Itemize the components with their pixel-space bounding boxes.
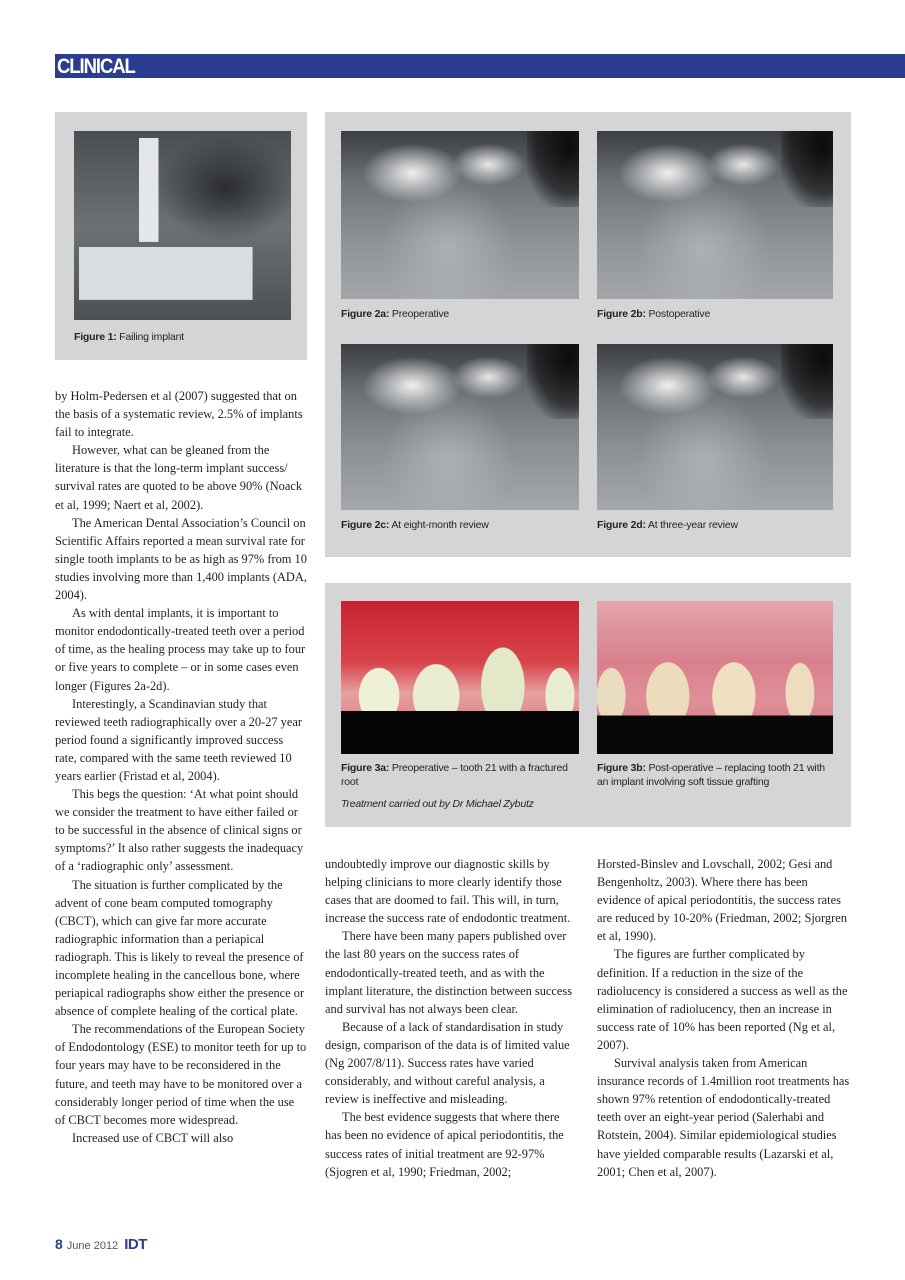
- figure-2b-label: Figure 2b:: [597, 308, 646, 320]
- paragraph: Because of a lack of standardisation in study design, comparison of the data is of limited value (Ng 2007/8/11). Success rates have varied considerably, and without careful analysis, a review is ineffective and misleading.: [325, 1019, 570, 1107]
- figure-2a-image: [341, 131, 579, 299]
- photo-credit: Treatment carried out by Dr Michael Zybutz: [341, 798, 534, 810]
- section-title: CLINICAL: [57, 55, 135, 78]
- paragraph: undoubtedly improve our diagnostic skills by helping clinicians to more clearly identify those cases that are doomed to fail. This will, in turn, increase the success rate of endodontic treatment.: [325, 857, 571, 926]
- figure-3a-label: Figure 3a:: [341, 762, 390, 774]
- figure-2b-caption: [597, 307, 837, 321]
- figure-2c-image: [341, 344, 579, 510]
- paragraph: The recommendations of the European Society of Endodontology (ESE) to monitor teeth for up to four years may have to be reconsidered in the future, and teeth may have to be monitored over a considerably longer period of time when the use of CBCT becomes more widespread.: [55, 1022, 307, 1127]
- figure-3a-text: Preoperative – tooth 21 with a fractured root: [341, 762, 568, 788]
- figure-2d-caption: [597, 518, 837, 532]
- figure-3b-image: [597, 601, 833, 754]
- figure-2a-text: Preoperative: [389, 308, 450, 320]
- figure-2b-text: Postoperative: [645, 308, 711, 320]
- figure-3b-text: Post-operative – replacing tooth 21 with an implant involving soft tissue grafting: [597, 762, 825, 788]
- issue-date: June 2012: [66, 1240, 119, 1252]
- figure-1-text: Failing implant: [116, 331, 184, 343]
- figure-2b-image: [597, 131, 833, 299]
- figure-2c-label: Figure 2c:: [341, 519, 390, 531]
- paragraph: Survival analysis taken from American insurance records of 1.4million root treatments has shown 97% retention of endodontically-treated teeth over an eight-year period (Salerhabi and Rotstein, 2004). Similar epidemiological studies have yielded comparable results (Lazarski et al, 2001; Chen et al, 2007).: [597, 1056, 850, 1179]
- paragraph: As with dental implants, it is important to monitor endodontically-treated teeth over a period of time, as the healing process may take up to four or five years to complete – or in some cases even longer (Figures 2a-2d).: [55, 606, 306, 693]
- text-column-middle: [325, 855, 577, 1181]
- figure-2d-label: Figure 2d:: [597, 519, 646, 531]
- figure-1-panel: [55, 112, 307, 360]
- paragraph: The figures are further complicated by definition. If a reduction in the size of the radiolucency is considered a success as well as the elimination of radiolucency, then an increase in success rate of 10% has been reported (Ng et al, 2007).: [597, 947, 848, 1052]
- paragraph: There have been many papers published over the last 80 years on the success rates of endodontically-treated teeth, and as with the implant literature, the distinction between success and survival has not always been clear.: [325, 929, 573, 1016]
- text-column-left: [55, 387, 307, 1147]
- figure-1-image: [74, 131, 291, 320]
- figure-2a-label: Figure 2a:: [341, 308, 390, 320]
- figure-3a-caption: [341, 761, 581, 789]
- paragraph: However, what can be gleaned from the literature is that the long-term implant success/ survival rates are quoted to be above 90% (Noack et al, 1999; Naert et al, 2002).: [55, 443, 303, 512]
- paragraph: by Holm-Pedersen et al (2007) suggested that on the basis of a systematic review, 2.5% of implants fail to integrate.: [55, 389, 303, 440]
- paragraph: This begs the question: ‘At what point should we consider the treatment to have either failed or to be successful in the absence of clinical signs or symptoms?’ It also rather suggests the inadequacy of a ‘radiographic only’ assessment.: [55, 787, 304, 874]
- paragraph: The best evidence suggests that where there has been no evidence of apical periodontitis, the success rates of initial treatment are 92-97% (Sjogren et al, 1990; Friedman, 2002;: [325, 1110, 564, 1179]
- paragraph: The American Dental Association’s Council on Scientific Affairs reported a mean survival rate for single tooth implants to be as high as 97% from 10 studies involving more than 1,400 implants (ADA, 2004).: [55, 515, 307, 603]
- figure-2d-image: [597, 344, 833, 510]
- figure-3b-label: Figure 3b:: [597, 762, 646, 774]
- figure-2c-caption: [341, 518, 581, 532]
- paragraph: Increased use of CBCT will also: [72, 1130, 234, 1145]
- publication-logo: IDT: [124, 1236, 147, 1253]
- page-footer: [55, 1236, 147, 1253]
- paragraph: Interestingly, a Scandinavian study that reviewed teeth radiographically over a 20-27 year period found a significantly improved success rate, compared with the same teeth reviewed 10 years earlier (Fristad et al, 2004).: [55, 696, 303, 783]
- figure-3-panel: [325, 583, 851, 827]
- text-column-right: [597, 855, 851, 1181]
- figure-2c-text: At eight-month review: [389, 519, 489, 531]
- figure-3b-caption: [597, 761, 837, 789]
- figure-2d-text: At three-year review: [645, 519, 738, 531]
- figure-1-label: Figure 1:: [74, 331, 117, 343]
- paragraph: Horsted-Binslev and Lovschall, 2002; Gesi and Bengenholtz, 2003). Where there has been evidence of apical periodontitis, the success rates are reduced by 10-20% (Friedman, 2002; Sjorgren et al, 1990).: [597, 857, 847, 944]
- figure-1-caption: [74, 330, 294, 344]
- figure-2a-caption: [341, 307, 581, 321]
- section-header-bar: [55, 54, 905, 78]
- paragraph: The situation is further complicated by the advent of cone beam computed tomography (CBCT), which can give far more accurate radiographic information than a periapical radiograph. This is likely to reveal the presence of incomplete healing in the cancellous bone, where periapical radiographs show either the presence or absence of complete healing of the cortical plate.: [55, 877, 305, 1019]
- figure-2-panel: [325, 112, 851, 557]
- figure-3a-image: [341, 601, 579, 754]
- page-number: 8: [55, 1236, 63, 1252]
